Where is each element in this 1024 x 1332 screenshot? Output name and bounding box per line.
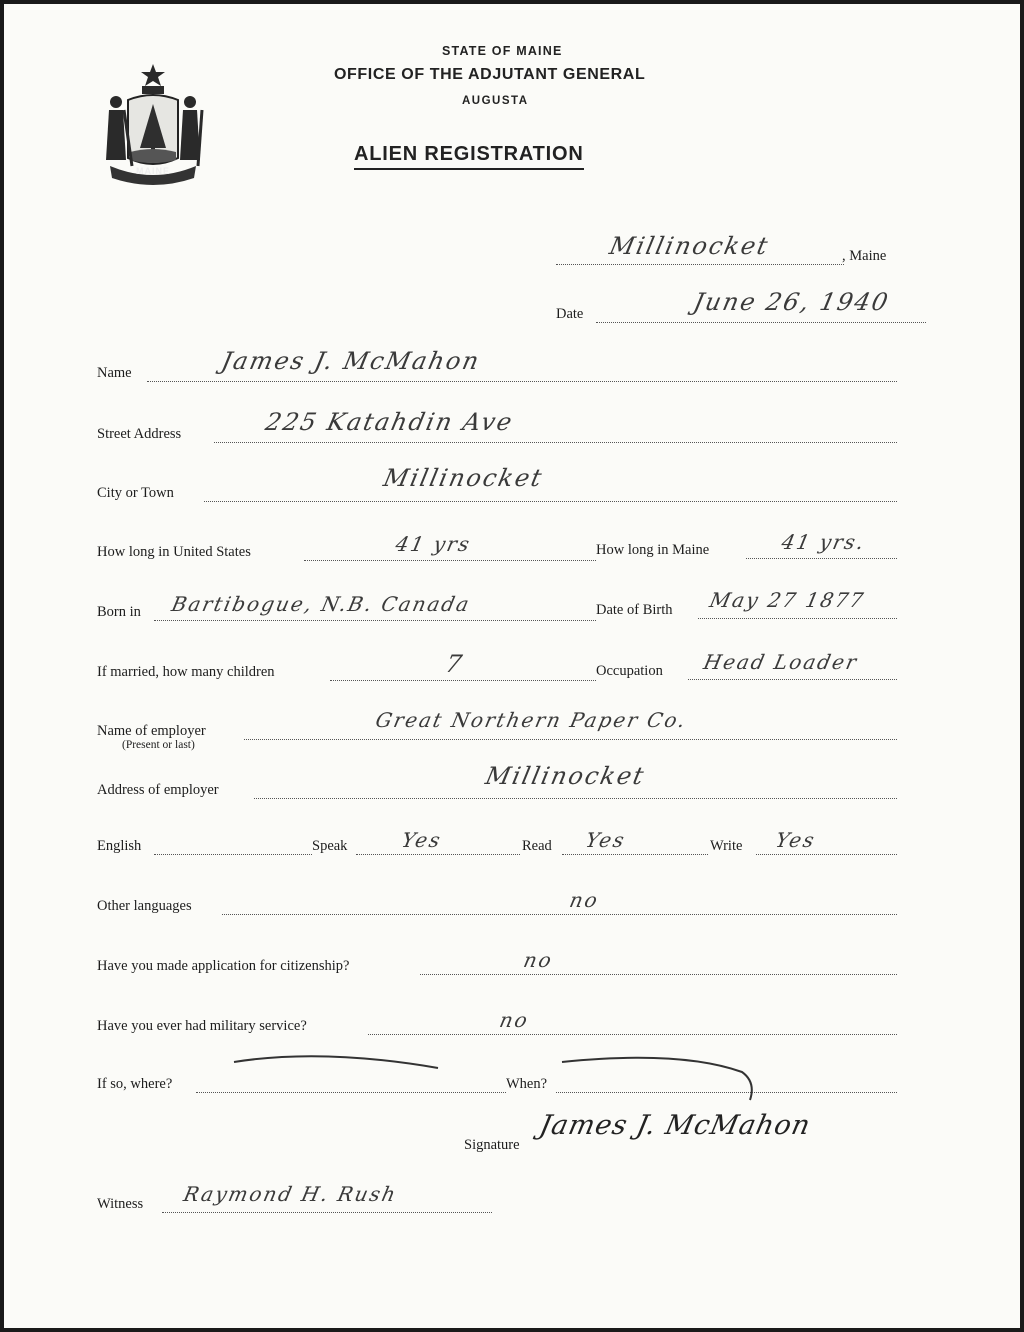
city-value: Millinocket [381, 464, 546, 492]
read-line [562, 854, 708, 855]
english-line [154, 854, 312, 855]
military-value: no [497, 1008, 532, 1032]
maine-years-value: 41 yrs. [779, 530, 868, 554]
citizenship-label: Have you made application for citizenship? [97, 958, 350, 974]
birth-date-line [698, 618, 897, 619]
children-line [330, 680, 596, 681]
occupation-line [688, 679, 897, 680]
born-label: Born in [97, 604, 141, 620]
date-value: June 26, 1940 [691, 288, 893, 316]
street-value: 225 Katahdin Ave [263, 408, 517, 436]
other-languages-value: no [567, 888, 602, 912]
speak-value: Yes [399, 828, 445, 852]
write-value: Yes [773, 828, 819, 852]
born-line [154, 620, 596, 621]
us-years-label: How long in United States [97, 544, 251, 560]
date-label: Date [556, 306, 584, 322]
place-line [556, 264, 844, 265]
date-line [596, 322, 926, 323]
header-city: AUGUSTA [462, 95, 529, 107]
header-office: OFFICE OF THE ADJUTANT GENERAL [334, 66, 646, 83]
other-languages-line [222, 914, 897, 915]
form-title: ALIEN REGISTRATION [354, 143, 584, 170]
write-label: Write [710, 838, 743, 854]
where-label: If so, where? [97, 1076, 173, 1092]
where-dash-mark [232, 1048, 442, 1078]
english-label: English [97, 838, 142, 854]
city-line [204, 501, 897, 502]
employer-label: Name of employer [97, 723, 206, 739]
military-line [368, 1034, 897, 1035]
name-line [147, 381, 897, 382]
place-value: Millinocket [607, 232, 772, 260]
name-value: James J. McMahon [219, 347, 484, 375]
birth-date-label: Date of Birth [596, 602, 673, 618]
registration-form-page [4, 4, 1020, 1328]
witness-line [162, 1212, 492, 1213]
city-label: City or Town [97, 485, 174, 501]
occupation-label: Occupation [596, 663, 663, 679]
when-label: When? [506, 1076, 548, 1092]
us-years-value: 41 yrs [393, 532, 474, 556]
read-label: Read [522, 838, 552, 854]
write-line [756, 854, 897, 855]
maine-years-label: How long in Maine [596, 542, 710, 558]
military-label: Have you ever had military service? [97, 1018, 307, 1034]
when-dash-mark [560, 1054, 760, 1104]
citizenship-value: no [521, 948, 556, 972]
born-value: Bartibogue, N.B. Canada [169, 592, 474, 616]
speak-label: Speak [312, 838, 348, 854]
maine-years-line [746, 558, 897, 559]
birth-date-value: May 27 1877 [707, 588, 868, 612]
street-line [214, 442, 897, 443]
employer-line [244, 739, 897, 740]
citizenship-line [420, 974, 897, 975]
place-suffix: , Maine [842, 248, 887, 264]
seal-maine-text: MAINE [136, 166, 170, 176]
employer-address-label: Address of employer [97, 782, 219, 798]
street-label: Street Address [97, 426, 182, 442]
read-value: Yes [583, 828, 629, 852]
witness-label: Witness [97, 1196, 144, 1212]
signature-label: Signature [464, 1137, 520, 1153]
header-state: STATE OF MAINE [442, 44, 563, 58]
where-line [196, 1092, 506, 1093]
us-years-line [304, 560, 596, 561]
employer-address-line [254, 798, 897, 799]
name-label: Name [97, 365, 132, 381]
children-value: 7 [443, 650, 467, 678]
other-languages-label: Other languages [97, 898, 192, 914]
employer-value: Great Northern Paper Co. [373, 708, 690, 732]
signature-value: James J. McMahon [536, 1110, 814, 1141]
speak-line [356, 854, 520, 855]
occupation-value: Head Loader [701, 650, 861, 674]
employer-sublabel: (Present or last) [122, 739, 195, 751]
children-label: If married, how many children [97, 664, 275, 680]
employer-address-value: Millinocket [483, 762, 648, 790]
witness-value: Raymond H. Rush [181, 1182, 400, 1206]
